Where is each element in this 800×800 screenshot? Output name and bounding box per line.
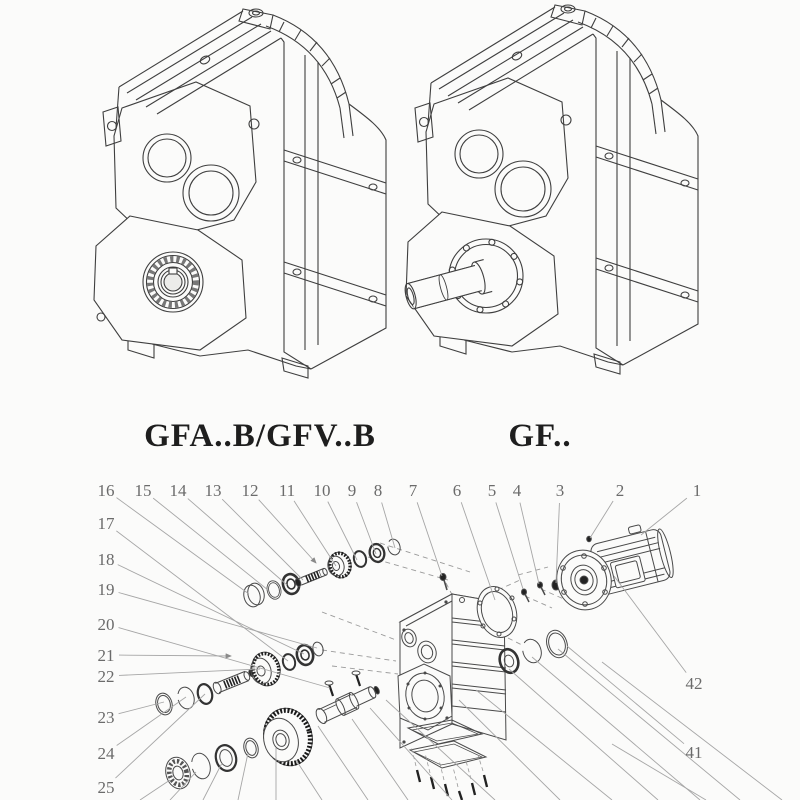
electric-motor [550,519,676,616]
callout-9: 9 [347,481,357,500]
leader-line-11 [294,501,336,566]
leader-line-22 [119,669,260,675]
callout-22: 22 [97,667,115,686]
callout-2: 2 [615,481,625,500]
callout-6: 6 [452,481,462,500]
callout-25: 25 [97,778,115,797]
leader-line-41 [567,646,684,744]
output-shaft-subassembly [162,671,382,792]
callout-8: 8 [373,481,383,500]
leader-line-18 [118,565,304,654]
callout-1: 1 [692,481,702,500]
leader-line-1 [641,498,687,535]
callout-13: 13 [204,481,222,500]
callout-41: 41 [685,743,703,762]
gearbox-drawing-gfab-gfvb [94,9,386,378]
callout-5: 5 [487,481,497,500]
leader-line-cutoff-14 [558,649,740,800]
leader-line-cutoff-5 [296,760,322,800]
leader-line-15 [153,498,268,590]
leader-line-17 [116,531,288,661]
leader-line-2 [590,501,613,538]
leader-line-5 [496,502,523,589]
leader-line-cutoff-3 [238,753,248,800]
leader-line-10 [328,502,357,560]
leader-line-cutoff-10 [459,700,560,800]
callout-24: 24 [97,744,115,763]
leader-line-25 [115,694,205,778]
callout-21: 21 [97,646,115,665]
model-label-gfab-gfvb: GFA..B/GFV..B [144,418,376,454]
leader-line-cutoff-2 [203,763,222,800]
callout-16: 16 [97,481,115,500]
leader-line-cutoff-6 [318,726,368,800]
input-shaft-subassembly [241,538,401,609]
leader-line-7 [417,502,442,576]
callout-42: 42 [685,674,703,693]
leader-line-42 [614,576,686,673]
callout-3: 3 [555,481,565,500]
leader-line-9 [357,502,376,554]
callout-20: 20 [97,615,115,634]
model-label-gf: GF.. [508,418,572,454]
callout-15: 15 [134,481,152,500]
callout-17: 17 [97,514,115,533]
callout-4: 4 [512,481,522,500]
callout-12: 12 [241,481,259,500]
leader-line-14 [188,499,287,585]
leader-line-12 [259,500,316,563]
gearbox-drawing-gf [402,5,698,374]
leader-line-8 [382,502,395,548]
leader-line-19 [119,593,317,648]
callout-11: 11 [278,481,296,500]
leader-line-cutoff-0 [140,780,170,800]
callout-7: 7 [408,481,418,500]
callout-10: 10 [313,481,331,500]
leader-line-cutoff-11 [476,690,612,800]
callout-19: 19 [97,580,115,599]
callout-18: 18 [97,550,115,569]
leader-line-cutoff-13 [532,657,700,800]
callout-14: 14 [169,481,187,500]
leader-line-6 [461,502,495,600]
callout-23: 23 [97,708,115,727]
